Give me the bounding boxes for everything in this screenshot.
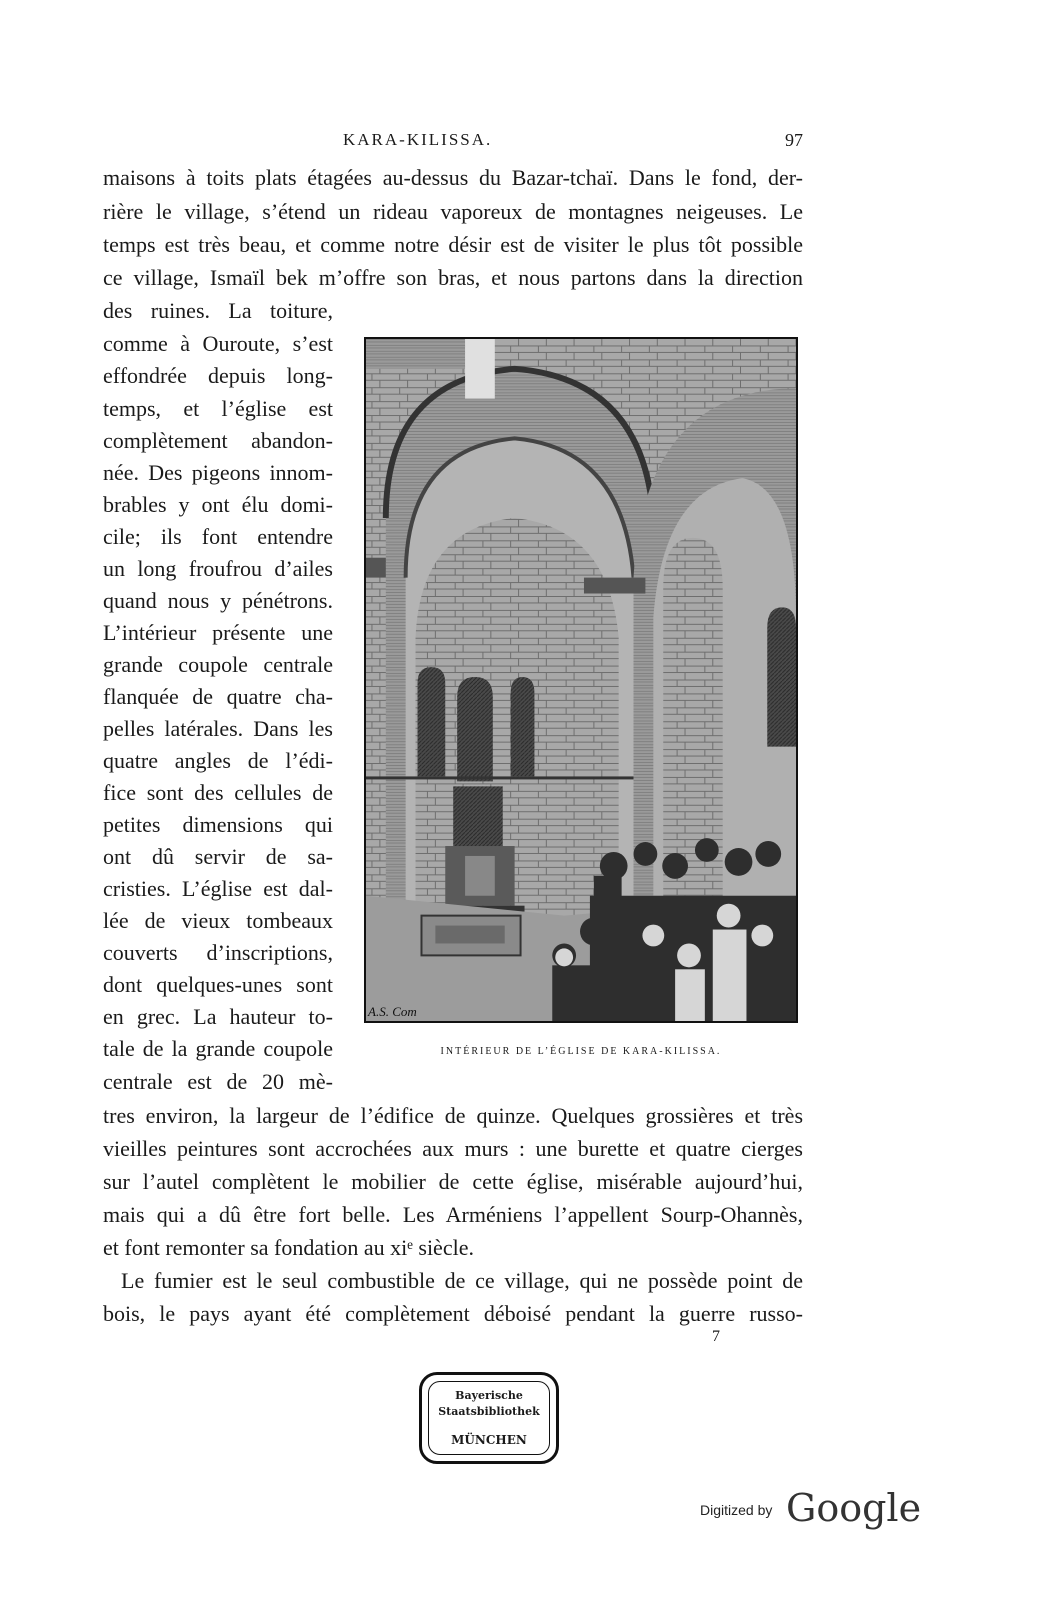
text-line: rière le village, s’étend un rideau vaporeux de montagnes neigeuses. Le	[103, 199, 803, 224]
text-line: maisons à toits plats étagées au-dessus du Bazar-tchaï. Dans le fond, der-	[103, 165, 803, 190]
signature-mark: 7	[712, 1328, 720, 1345]
text-line: temps, et l’église est	[103, 396, 333, 421]
text-line: ont dû servir de sa-	[103, 844, 333, 869]
text-line: sur l’autel complètent le mobilier de cette église, misérable aujourd’hui,	[103, 1169, 803, 1194]
text-line: effondrée depuis long-	[103, 363, 333, 388]
text-line: dont quelques-unes sont	[103, 972, 333, 997]
text-line: des ruines. La toiture,	[103, 298, 333, 323]
text-line: brables y ont élu domi-	[103, 492, 333, 517]
text-line: grande coupole centrale	[103, 652, 333, 677]
engraving-illustration	[366, 339, 796, 1021]
text-line: temps est très beau, et comme notre désir est de visiter le plus tôt possible	[103, 232, 803, 257]
text-line: quand nous y pénétrons.	[103, 588, 333, 613]
stamp-line-1: Bayerische	[455, 1389, 523, 1402]
text-line: centrale est de 20 mè-	[103, 1069, 333, 1094]
text-line: pelles latérales. Dans les	[103, 716, 333, 741]
text-line: cile; ils font entendre	[103, 524, 333, 549]
text-line: née. Des pigeons innom-	[103, 460, 333, 485]
text-line: tale de la grande coupole	[103, 1036, 333, 1061]
library-stamp	[419, 1372, 559, 1464]
text-line: complètement abandon-	[103, 428, 333, 453]
text-line: comme à Ouroute, s’est	[103, 331, 333, 356]
text-line: et font remonter sa fondation au xiᵉ siècle.	[103, 1235, 474, 1260]
text-line: en grec. La hauteur to-	[103, 1004, 333, 1029]
engraver-signature: A.S. Com	[368, 1004, 417, 1019]
church-interior-engraving	[364, 337, 798, 1023]
digitized-label: Digitized by	[700, 1502, 773, 1518]
text-line: tres environ, la largeur de l’édifice de quinze. Quelques grossières et très	[103, 1103, 803, 1128]
text-line: flanquée de quatre cha-	[103, 684, 333, 709]
google-logo: Google	[786, 1486, 922, 1530]
text-line: un long froufrou d’ailes	[103, 556, 333, 581]
stamp-line-3: MÜNCHEN	[451, 1433, 527, 1447]
running-head-title: KARA-KILISSA.	[343, 130, 493, 149]
stamp-line-2: Staatsbibliothek	[438, 1405, 540, 1418]
text-line: petites dimensions qui	[103, 812, 333, 837]
text-line: ce village, Ismaïl bek m’offre son bras, et nous partons dans la direction	[103, 265, 803, 290]
text-line: fice sont des cellules de	[103, 780, 333, 805]
text-line: mais qui a dû être fort belle. Les Arméniens l’appellent Sourp-Ohannès,	[103, 1202, 803, 1227]
text-line: couverts d’inscriptions,	[103, 940, 333, 965]
text-line: L’intérieur présente une	[103, 620, 333, 645]
text-line: lée de vieux tombeaux	[103, 908, 333, 933]
text-line: bois, le pays ayant été complètement déboisé pendant la guerre russo-	[103, 1301, 803, 1326]
text-line: Le fumier est le seul combustible de ce village, qui ne possède point de	[121, 1268, 803, 1293]
figure-caption: INTÉRIEUR DE L’ÉGLISE DE KARA-KILISSA.	[440, 1046, 722, 1057]
page-number: 97	[785, 130, 803, 150]
text-line: quatre angles de l’édi-	[103, 748, 333, 773]
text-line: vieilles peintures sont accrochées aux murs : une burette et quatre cierges	[103, 1136, 803, 1161]
text-line: cristies. L’église est dal-	[103, 876, 333, 901]
